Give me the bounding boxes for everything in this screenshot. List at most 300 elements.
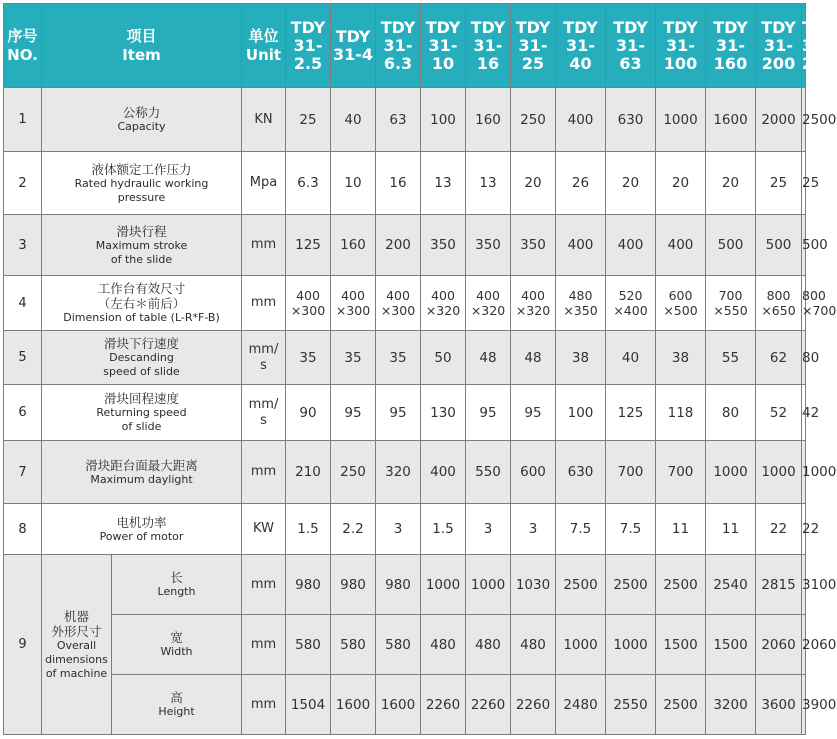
value-cell: 22 [756,504,802,555]
header-model-line: 25 [521,53,545,73]
value-cell: 210 [286,441,331,504]
row-unit [242,441,286,504]
value-cell: 95 [511,385,556,441]
table-row [4,276,806,331]
value-cell: 500 [706,215,756,276]
value-line: 400 [296,288,320,303]
value-line: ×300 [335,303,371,318]
header-model-line: TDY [470,17,506,37]
value-cell: 52 [756,385,802,441]
value-cell [376,276,421,331]
value-cell: 1000 [466,555,511,615]
header-unit [242,4,286,88]
item-label-en: Maximum stroke [95,238,188,252]
value-cell [656,276,706,331]
table-row [4,504,806,555]
value-cell: 2260 [466,675,511,735]
row-item [42,504,242,555]
value-cell: 80 [706,385,756,441]
unit-line: s [260,412,267,428]
value-cell: 350 [421,215,466,276]
header-model [466,4,511,88]
value-cell: 400 [556,215,606,276]
row-unit [242,504,286,555]
value-cell: 2500 [802,88,806,152]
table-row [4,152,806,215]
value-cell: 3 [466,504,511,555]
header-model-line: TDY [663,17,698,37]
row-unit [242,88,286,152]
unit-line: Mpa [249,175,278,190]
value-cell: 2000 [756,88,802,152]
value-cell: 25 [756,152,802,215]
header-model-line: 200 [761,53,796,73]
value-cell: 48 [511,331,556,385]
value-line: ×550 [713,303,748,318]
value-cell: 13 [466,152,511,215]
header-model-line: TDY [713,17,748,37]
value-cell: 62 [756,331,802,385]
subrow-item [112,675,242,735]
item-label-en: Width [160,645,193,658]
subrow-item [112,615,242,675]
header-model-line: 10 [431,53,455,73]
value-cell [511,276,556,331]
row-unit: mm [242,675,286,735]
value-cell: 320 [376,441,421,504]
value-cell: 3600 [756,675,802,735]
value-cell: 200 [376,215,421,276]
value-cell: 38 [656,331,706,385]
value-cell: 2480 [556,675,606,735]
value-cell: 20 [656,152,706,215]
value-cell: 350 [511,215,556,276]
value-cell: 3200 [706,675,756,735]
item-label-en: Returning speed [96,406,187,419]
header-model-line: 31- [616,35,645,55]
value-cell: 400 [556,88,606,152]
header-no-line: 序号 [7,26,38,45]
item-label-zh: 宽 [170,630,183,645]
header-model [286,4,331,88]
header-model-line: TDY [515,17,551,37]
value-line: 520 [618,288,643,303]
value-cell: 48 [466,331,511,385]
value-line: ×320 [515,303,551,318]
value-line: 400 [476,288,500,303]
header-model-line: 31- [518,35,548,55]
item-label-zh: 液体额定工作压力 [91,161,192,177]
header-model-line: 16 [476,53,500,73]
value-cell: 95 [376,385,421,441]
header-model [376,4,421,88]
value-cell: 130 [421,385,466,441]
value-cell: 1500 [656,615,706,675]
value-line: 480 [568,288,593,303]
value-cell: 1000 [756,441,802,504]
row-number: 5 [4,331,42,385]
item-label-zh: 长 [170,570,183,585]
row-unit [242,276,286,331]
value-cell: 100 [421,88,466,152]
header-model-line: TDY [802,17,837,37]
header-model-line: TDY [425,17,461,37]
header-item-line: Item [122,45,161,64]
header-model-line: TDY [761,17,796,37]
unit-line: KW [253,521,274,536]
item-label-zh: 公称力 [122,105,161,120]
value-cell: 580 [331,615,376,675]
value-cell: 20 [606,152,656,215]
value-cell: 2260 [421,675,466,735]
header-model-line: TDY [563,17,598,37]
value-cell: 160 [331,215,376,276]
value-cell: 2500 [656,675,706,735]
value-cell: 600 [511,441,556,504]
item-label-zh: 电机功率 [116,514,167,530]
header-model-line: 250 [802,53,836,73]
header-model [802,4,837,88]
value-cell: 500 [756,215,802,276]
value-cell: 630 [606,88,656,152]
value-line: ×320 [425,303,461,318]
row-item [42,385,242,441]
value-line: ×320 [470,303,506,318]
unit-line: mm [250,464,277,479]
value-cell: 1500 [706,615,756,675]
header-model [606,4,656,88]
value-cell: 7.5 [606,504,656,555]
value-cell: 3900 [802,675,806,735]
value-line: ×300 [380,303,416,318]
value-cell: 2500 [606,555,656,615]
value-cell: 350 [466,215,511,276]
group-label-en: of machine [45,666,108,680]
value-line: 700 [718,288,743,303]
value-cell: 7.5 [556,504,606,555]
value-cell: 16 [376,152,421,215]
value-cell: 2500 [656,555,706,615]
table-row [4,88,806,152]
header-model-line: 31- [293,35,323,55]
value-cell: 35 [286,331,331,385]
header-model-line: 31- [802,35,831,55]
value-cell: 1030 [511,555,556,615]
group-label-zh: 外形尺寸 [51,623,102,639]
value-cell: 1000 [556,615,606,675]
header-model-line: 6.3 [383,53,413,73]
header-model [706,4,756,88]
item-label-zh: （左右＊前后） [97,296,186,311]
value-cell [706,276,756,331]
unit-line: mm/ [248,341,279,357]
value-line: ×500 [663,303,698,318]
value-cell: 10 [331,152,376,215]
item-label-en: of the slide [110,252,173,266]
header-model-line: TDY [290,17,326,37]
value-cell: 480 [511,615,556,675]
item-label-en: Height [158,705,195,718]
item-label-en: pressure [117,190,166,204]
table-body [4,88,837,735]
item-label-zh: 滑块行程 [116,223,167,239]
value-line: 400 [341,288,365,303]
value-cell: 22 [802,504,806,555]
value-cell: 6.3 [286,152,331,215]
value-cell: 400 [656,215,706,276]
value-cell: 1600 [331,675,376,735]
table-row [4,385,806,441]
value-cell [802,276,837,331]
group-label-zh: 机器 [63,608,89,624]
row-item [42,331,242,385]
row-item [42,152,242,215]
value-line: 400 [386,288,410,303]
table-row [4,675,806,735]
value-cell [606,276,656,331]
row-number: 8 [4,504,42,555]
item-label-en: of slide [121,420,162,433]
value-cell: 35 [331,331,376,385]
row-number: 7 [4,441,42,504]
value-cell [286,276,331,331]
header-item-line: 项目 [126,26,157,45]
value-cell: 400 [421,441,466,504]
value-cell: 580 [376,615,421,675]
value-cell: 90 [286,385,331,441]
value-cell: 40 [331,88,376,152]
value-cell: 980 [376,555,421,615]
row-number: 9 [4,555,42,735]
item-label-en: Dimension of table (L-R*F-B) [63,311,220,324]
value-cell: 11 [656,504,706,555]
table-row [4,215,806,276]
value-cell: 1600 [376,675,421,735]
row-item [42,88,242,152]
item-label-en: Length [157,585,196,598]
header-model-line: 160 [713,53,748,73]
value-cell: 250 [511,88,556,152]
value-cell: 63 [376,88,421,152]
item-label-en: Descanding [109,351,174,364]
header-model-line: 31- [383,35,413,55]
row-number: 2 [4,152,42,215]
value-line: 400 [431,288,455,303]
value-line: 800 [766,288,791,303]
value-line: 600 [668,288,693,303]
unit-line: mm [250,237,277,252]
value-cell: 2500 [556,555,606,615]
value-cell [421,276,466,331]
value-line: 400 [521,288,545,303]
row-unit [242,152,286,215]
row-unit [242,215,286,276]
value-cell: 95 [466,385,511,441]
table-row [4,331,806,385]
value-cell: 700 [656,441,706,504]
header-model-line: 31- [666,35,695,55]
value-cell: 50 [421,331,466,385]
value-cell: 55 [706,331,756,385]
header-unit-line: Unit [245,45,282,64]
row-item [42,215,242,276]
row-item [42,276,242,331]
value-cell: 1000 [421,555,466,615]
value-cell: 2.2 [331,504,376,555]
spec-table [3,3,837,735]
value-cell: 1000 [706,441,756,504]
header-model-line: 63 [619,53,642,73]
header-row [4,4,806,88]
value-cell [756,276,802,331]
value-cell [331,276,376,331]
item-label-zh: 高 [170,690,183,705]
value-cell: 2815 [756,555,802,615]
value-cell: 480 [421,615,466,675]
row-number: 1 [4,88,42,152]
header-model-line: 2.5 [293,53,323,73]
header-unit-line: 单位 [248,26,279,45]
value-cell: 580 [286,615,331,675]
value-cell: 35 [376,331,421,385]
value-cell: 1000 [606,615,656,675]
value-cell: 1.5 [421,504,466,555]
item-label-en: Capacity [117,120,166,133]
header-model-line: TDY [335,26,371,46]
header-model-line: 31- [566,35,595,55]
header-model-line: 40 [569,53,592,73]
header-model [421,4,466,88]
table-row [4,441,806,504]
value-cell [556,276,606,331]
value-cell: 20 [706,152,756,215]
value-cell: 2540 [706,555,756,615]
value-line: ×400 [613,303,648,318]
value-cell: 2550 [606,675,656,735]
header-model [511,4,556,88]
row-unit [242,331,286,385]
header-model-line: 31- [473,35,503,55]
value-cell: 1000 [802,441,806,504]
value-cell: 3 [511,504,556,555]
value-cell: 1504 [286,675,331,735]
header-model-line: 31- [764,35,793,55]
value-cell: 13 [421,152,466,215]
header-model-line: TDY [380,17,416,37]
header-model-line: 31- [428,35,458,55]
table-row [4,615,806,675]
value-cell: 160 [466,88,511,152]
row-group-label [42,555,112,735]
item-label-zh: 滑块距台面最大距离 [85,457,198,473]
value-cell: 100 [556,385,606,441]
value-cell: 95 [331,385,376,441]
value-line: ×300 [290,303,326,318]
header-item [42,4,242,88]
value-cell: 980 [331,555,376,615]
unit-line: KN [254,111,273,127]
value-line: ×650 [761,303,796,318]
value-cell: 118 [656,385,706,441]
header-model-line: 31- [716,35,745,55]
row-unit: mm [242,615,286,675]
value-cell: 1.5 [286,504,331,555]
value-cell: 40 [606,331,656,385]
value-cell: 550 [466,441,511,504]
row-unit [242,385,286,441]
value-cell: 2060 [756,615,802,675]
header-no-line: NO. [7,45,38,64]
value-cell: 2060 [802,615,806,675]
unit-line: mm [250,295,277,310]
row-number: 3 [4,215,42,276]
header-model-line: 31-4 [332,44,374,64]
value-cell: 3100 [802,555,806,615]
item-label-zh: 工作台有效尺寸 [97,281,186,296]
header-model [331,4,376,88]
value-cell: 250 [331,441,376,504]
item-label-en: Maximum daylight [90,472,193,486]
row-item [42,441,242,504]
header-model [756,4,802,88]
item-label-en: Rated hydraulic working [74,176,209,190]
value-cell: 125 [286,215,331,276]
value-cell: 1600 [706,88,756,152]
value-line: 800 [802,288,826,303]
value-cell: 700 [606,441,656,504]
table-row [4,555,806,615]
value-cell: 80 [802,331,806,385]
value-line: ×350 [563,303,598,318]
row-unit: mm [242,555,286,615]
item-label-en: Power of motor [99,529,184,543]
item-label-zh: 滑块回程速度 [103,391,179,406]
value-cell: 2260 [511,675,556,735]
value-cell: 26 [556,152,606,215]
unit-line: mm/ [248,396,279,412]
value-line: ×700 [802,303,837,318]
group-label-en: dimensions [45,652,108,666]
value-cell: 400 [606,215,656,276]
value-cell: 125 [606,385,656,441]
row-number: 6 [4,385,42,441]
value-cell: 25 [286,88,331,152]
value-cell: 11 [706,504,756,555]
header-model-line: TDY [613,17,648,37]
group-label-en: Overall [56,638,97,652]
header-model-line: 100 [663,53,698,73]
header-model [656,4,706,88]
value-cell: 20 [511,152,556,215]
item-label-en: speed of slide [103,365,180,378]
item-label-zh: 滑块下行速度 [103,336,179,351]
value-cell: 500 [802,215,806,276]
value-cell: 980 [286,555,331,615]
value-cell: 480 [466,615,511,675]
value-cell: 42 [802,385,806,441]
value-cell: 630 [556,441,606,504]
header-no [4,4,42,88]
header-model [556,4,606,88]
value-cell [466,276,511,331]
unit-line: s [260,357,267,373]
value-cell: 25 [802,152,806,215]
value-cell: 1000 [656,88,706,152]
subrow-item [112,555,242,615]
value-cell: 3 [376,504,421,555]
row-number: 4 [4,276,42,331]
value-cell: 38 [556,331,606,385]
